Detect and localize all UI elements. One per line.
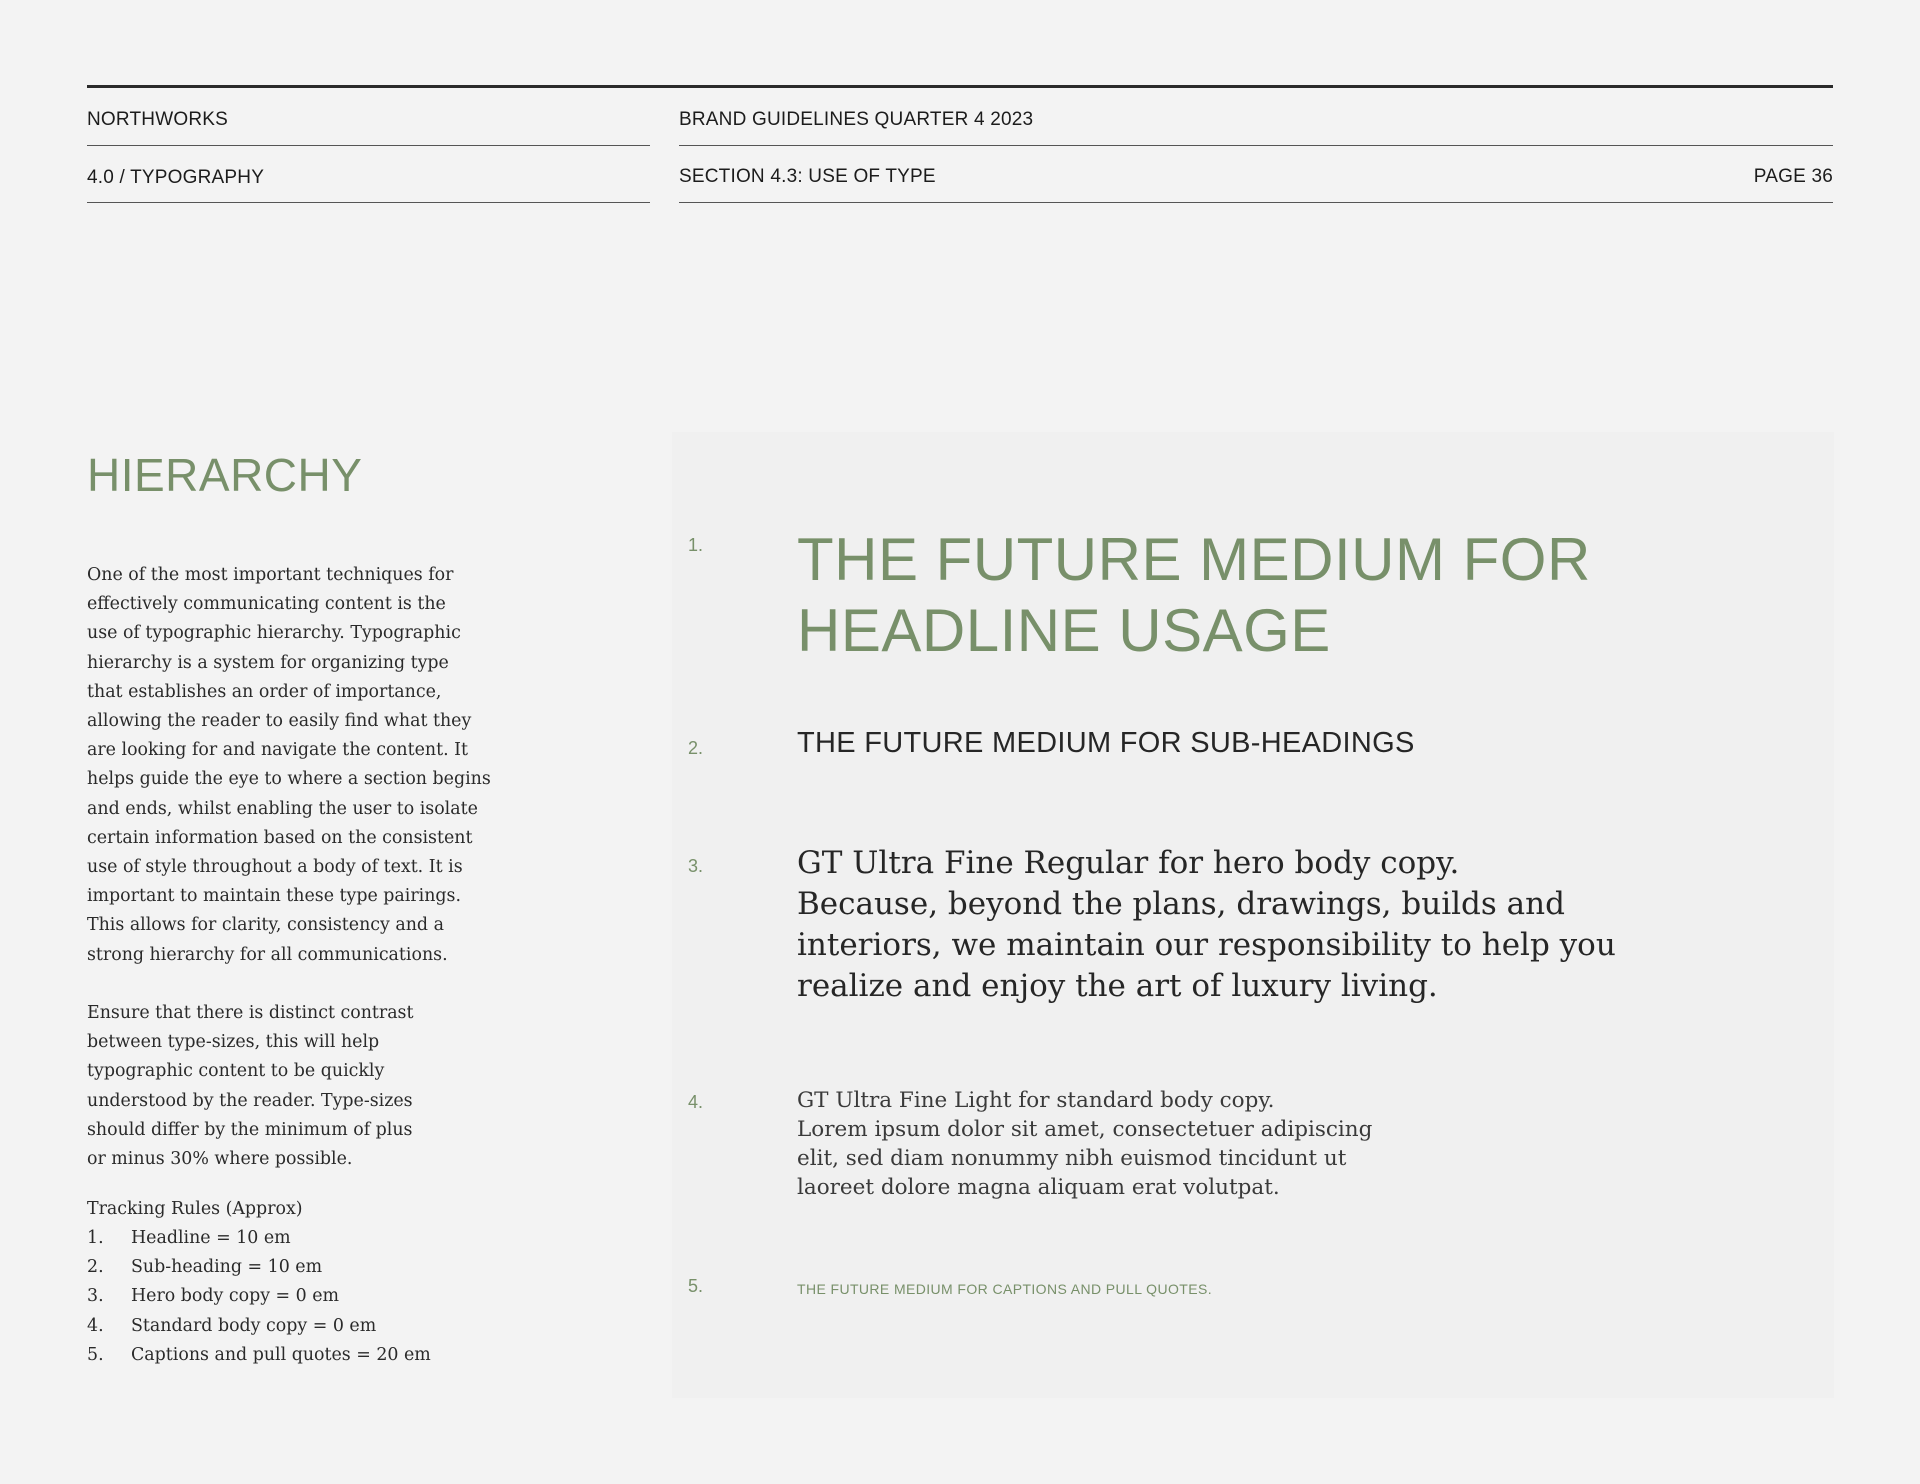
list-text: Standard body copy = 0 em — [131, 1315, 377, 1336]
body-line: Lorem ipsum dolor sit amet, consectetuer adipiscing — [797, 1117, 1373, 1142]
tracking-heading — [87, 1195, 527, 1224]
hero-line: Because, beyond the plans, drawings, builds and — [797, 886, 1565, 922]
text-line: or minus 30% where possible. — [87, 1149, 353, 1170]
hero-body-example — [797, 843, 1616, 1007]
text-line: hierarchy is a system for organizing type — [87, 652, 449, 673]
header-divider — [679, 145, 1833, 146]
list-item — [87, 1224, 431, 1253]
text-line: should differ by the minimum of plus — [87, 1119, 413, 1140]
text-line: important to maintain these type pairings. — [87, 886, 462, 907]
header-top-rule — [87, 85, 1833, 88]
list-text: Headline = 10 em — [131, 1228, 291, 1248]
list-item — [87, 1341, 431, 1370]
list-text: Captions and pull quotes = 20 em — [131, 1344, 431, 1365]
example-number: 1. — [688, 535, 704, 555]
text-line: and ends, whilst enabling the user to isolate — [87, 798, 478, 819]
list-item — [87, 1282, 431, 1311]
header-divider — [87, 202, 650, 203]
text-line: Ensure that there is distinct contrast — [87, 1003, 414, 1023]
body-line: laoreet dolore magna aliquam erat volutpat. — [797, 1175, 1280, 1200]
tracking-rules-list — [87, 1224, 431, 1370]
text-line: strong hierarchy for all communications. — [87, 944, 448, 965]
body-line: GT Ultra Fine Light for standard body copy. — [797, 1088, 1275, 1113]
hero-line: realize and enjoy the art of luxury living. — [797, 968, 1438, 1004]
header-divider — [87, 145, 650, 146]
hero-line: interiors, we maintain our responsibility to help you — [797, 927, 1616, 963]
standard-body-example — [797, 1086, 1372, 1202]
list-item — [87, 1312, 431, 1341]
text-line: understood by the reader. Type-sizes — [87, 1090, 413, 1111]
caption-example: THE FUTURE MEDIUM FOR CAPTIONS AND PULL QUOTES. — [797, 1281, 1212, 1297]
text-line: are looking for and navigate the content. It — [87, 740, 469, 761]
text-line: between type-sizes, this will help — [87, 1032, 380, 1053]
text-line: This allows for clarity, consistency and a — [87, 915, 444, 936]
list-number: 3. — [87, 1286, 104, 1307]
text-line: allowing the reader to easily find what they — [87, 711, 472, 732]
subheading-example: THE FUTURE MEDIUM FOR SUB-HEADINGS — [797, 727, 1415, 759]
text-line: effectively communicating content is the — [87, 594, 446, 615]
text-line: helps guide the eye to where a section begins — [87, 769, 491, 790]
text-line: Tracking Rules (Approx) — [87, 1199, 303, 1219]
body-line: elit, sed diam nonummy nibh euismod tincidunt ut — [797, 1146, 1347, 1171]
headline-line: HEADLINE USAGE — [797, 597, 1331, 664]
example-number: 5. — [688, 1276, 704, 1296]
text-line: One of the most important techniques for — [87, 565, 454, 585]
page-number: PAGE 36 — [1753, 166, 1833, 187]
example-number: 4. — [688, 1092, 704, 1112]
document-title: BRAND GUIDELINES QUARTER 4 2023 — [679, 109, 1034, 130]
page-title: HIERARCHY — [87, 449, 363, 501]
brand-name: NORTHWORKS — [87, 109, 228, 130]
list-number: 4. — [87, 1315, 104, 1336]
example-number: 2. — [688, 738, 704, 758]
section-label: SECTION 4.3: USE OF TYPE — [679, 166, 936, 187]
list-item — [87, 1253, 431, 1282]
example-number: 3. — [688, 856, 704, 876]
text-line: certain information based on the consistent — [87, 827, 473, 848]
header-divider — [679, 202, 1833, 203]
list-text: Hero body copy = 0 em — [131, 1286, 340, 1307]
list-number: 5. — [87, 1344, 104, 1365]
text-line: use of typographic hierarchy. Typographic — [87, 623, 461, 644]
text-line: typographic content to be quickly — [87, 1061, 385, 1082]
list-number: 1. — [87, 1228, 104, 1248]
text-line: that establishes an order of importance, — [87, 681, 442, 702]
hero-line: GT Ultra Fine Regular for hero body copy. — [797, 845, 1460, 881]
intro-paragraph — [87, 561, 527, 970]
list-number: 2. — [87, 1257, 104, 1278]
headline-line: THE FUTURE MEDIUM FOR — [797, 526, 1591, 593]
chapter-label: 4.0 / TYPOGRAPHY — [87, 167, 265, 188]
contrast-paragraph — [87, 999, 527, 1174]
headline-example — [797, 524, 1591, 666]
text-line: use of style throughout a body of text. It is — [87, 857, 463, 878]
list-text: Sub-heading = 10 em — [131, 1257, 323, 1278]
